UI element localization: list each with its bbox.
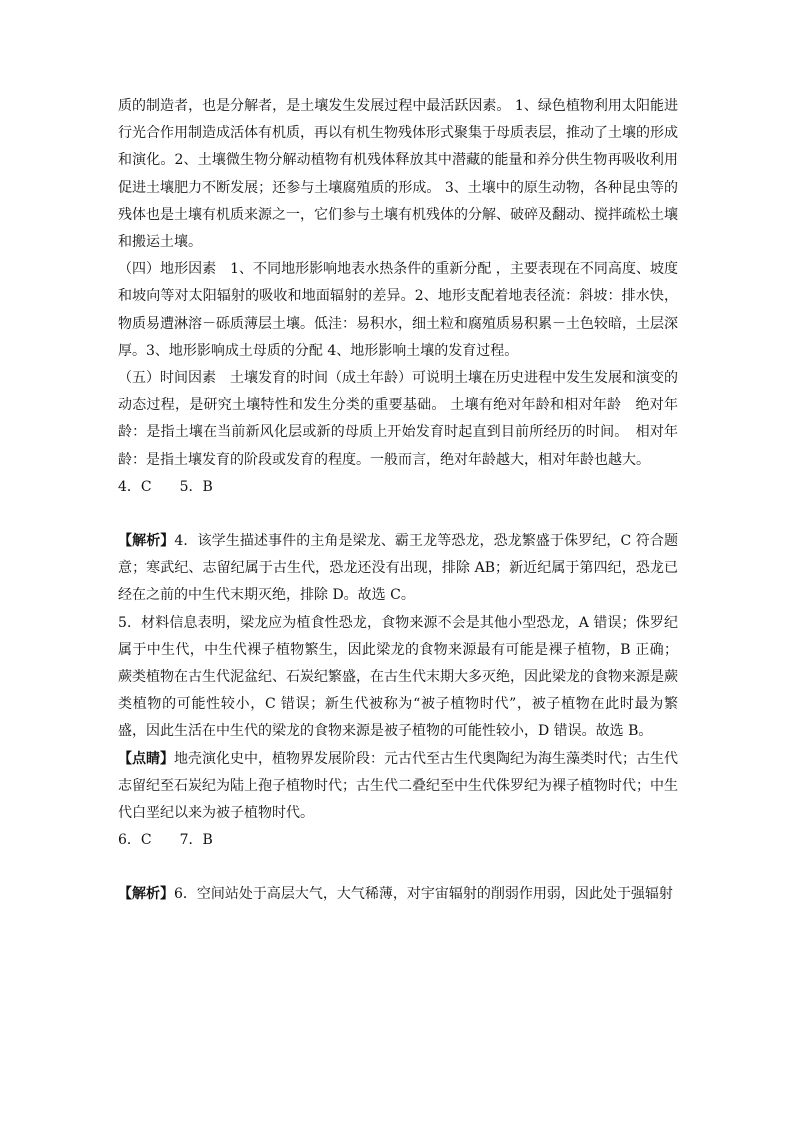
analysis-text: 4．该学生描述事件的主角是梁龙、霸王龙等恐龙，恐龙繁盛于侏罗纪，C 符合题意；寒武纪、志留纪属于古生代，恐龙还没有出现，排除 AB；新近纪属于第四纪，恐龙已经在之前的中生代末期灭绝，排除 D。故选 C。 (118, 533, 678, 604)
tip-text: 地壳演化史中，植物界发展阶段：元古代至古生代奥陶纪为海生藻类时代；古生代志留纪至石炭纪为陆上孢子植物时代；古生代二叠纪至中生代侏罗纪为裸子植物时代；中生代白垩纪以来为被子植物时代。 (118, 750, 678, 822)
analysis-text: 6．空间站处于高层大气，大气稀薄，对宇宙辐射的削弱作用弱，因此处于强辐射 (174, 886, 673, 903)
paragraph-biology-factor: 质的制造者，也是分解者，是土壤发生发展过程中最活跃因素。 1、绿色植物利用太阳能进行光合作用制造成活体有机质，再以有机生物残体形式聚集于母质表层，推动了土壤的形成和演化。2、土壤微生物分解动植物有机残体释放其中潜藏的能量和养分供生物再吸收利用促进土壤肥力不断发展；还参与土壤腐殖质的形成。 3、土壤中的原生动物，各种昆虫等的残体也是土壤有机质来源之一，它们参与土壤有机残体的分解、破碎及翻动、搅拌疏松土壤和搬运土壤。 (118, 98, 678, 251)
spacer (118, 854, 678, 881)
spacer (118, 501, 678, 528)
tip-label: 【点睛】 (118, 750, 174, 767)
analysis-6 (118, 881, 678, 908)
analysis-5: 5．材料信息表明，梁龙应为植食性恐龙，食物来源不会是其他小型恐龙，A 错误；侏罗纪属于中生代，中生代裸子植物繁生，因此梁龙的食物来源最有可能是裸子植物，B 正确；蕨类植物在古生代泥盆纪、石炭纪繁盛，在古生代末期大多灭绝，因此梁龙的食物来源是蕨类植物的可能性较小，C 错误；新生代被称为“被子植物时代”，被子植物在此时最为繁盛，因此生活在中生代的梁龙的食物来源是被子植物的可能性较小，D 错误。故选 B。 (118, 614, 678, 740)
paragraph-terrain-factor: （四）地形因素 1、不同地形影响地表水热条件的重新分配 ，主要表现在不同高度、坡度和坡向等对太阳辐射的吸收和地面辐射的差异。2、地形支配着地表径流：斜坡：排水快，物质易遭淋溶－砾质薄层土壤。低洼：易积水，细土粒和腐殖质易积累－土色较暗，土层深厚。3、地形影响成土母质的分配 4、地形影响土壤的发育过程。 (118, 261, 678, 359)
tip-paragraph (118, 746, 678, 828)
paragraph-time-factor: （五）时间因素 土壤发育的时间（成土年龄）可说明土壤在历史进程中发生发展和演变的动态过程，是研究土壤特性和发生分类的重要基础。 土壤有绝对年龄和相对年龄 绝对年龄：是指土壤在当前新风化层或新的母质上开始发育时起直到目前所经历的时间。 相对年龄：是指土壤发育的阶段或发育的程度。一般而言，绝对年龄越大，相对年龄也越大。 (118, 370, 678, 468)
document-page (118, 93, 678, 909)
analysis-label: 【解析】 (118, 533, 175, 550)
answer-line-6-7: 6．C 7．B (118, 832, 213, 849)
analysis-4 (118, 528, 678, 610)
answer-line-4-5: 4．C 5．B (118, 478, 213, 495)
analysis-label: 【解析】 (118, 886, 174, 903)
